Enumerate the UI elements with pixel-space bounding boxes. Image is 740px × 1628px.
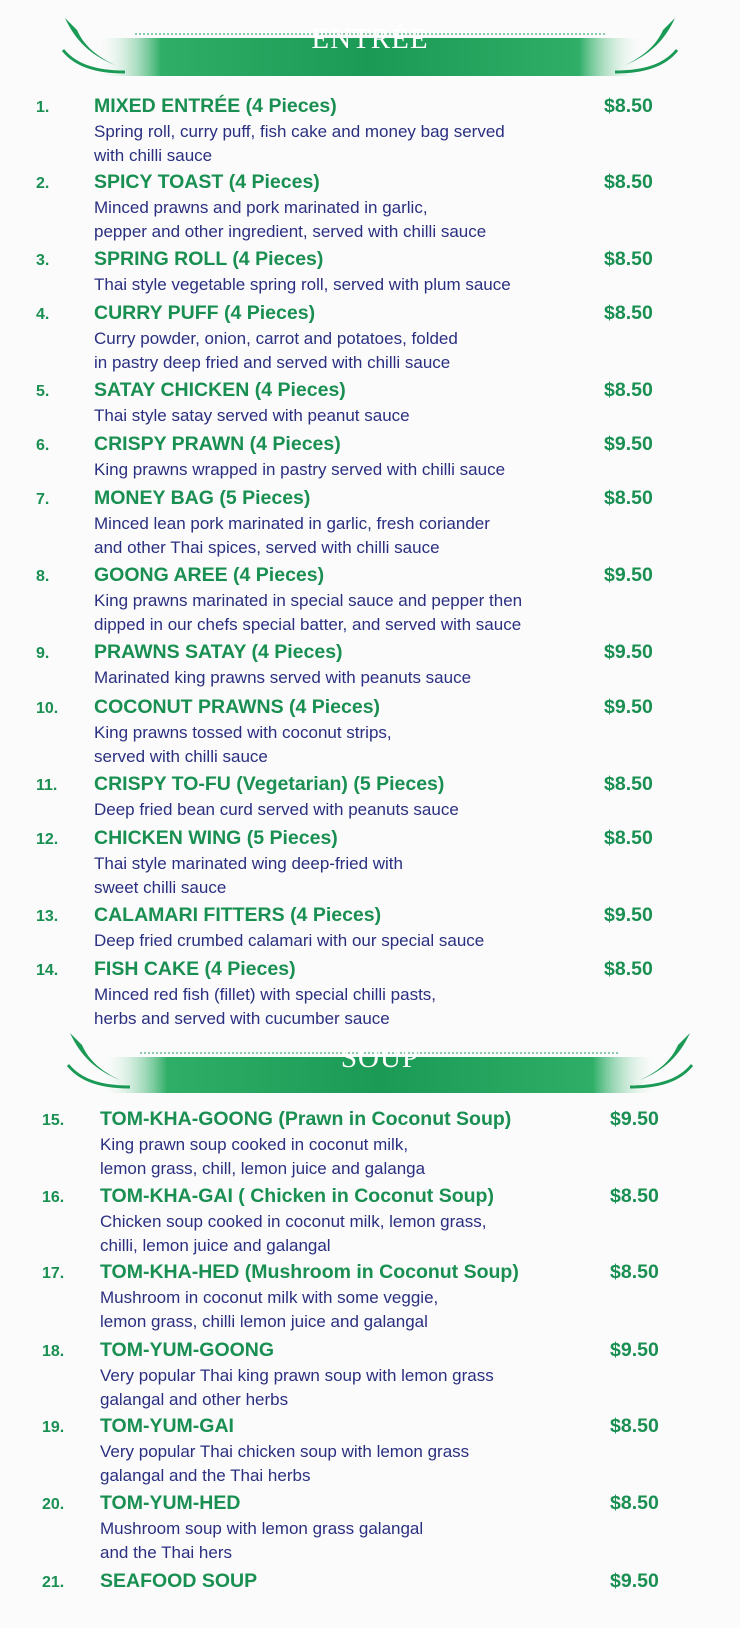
item-description (100, 1364, 600, 1412)
item-description (94, 120, 654, 168)
description-line: Minced lean pork marinated in garlic, fresh coriander (94, 514, 490, 533)
description-line: Thai style vegetable spring roll, served with plum sauce (94, 275, 511, 294)
description-line: and other Thai spices, served with chilli sauce (94, 538, 440, 557)
description-line: and the Thai hers (100, 1543, 232, 1562)
item-price: $9.50 (604, 433, 653, 455)
item-price: $8.50 (610, 1185, 659, 1207)
item-name: CHICKEN WING (5 Pieces) (94, 827, 338, 849)
item-price: $9.50 (604, 696, 653, 718)
description-line: Thai style satay served with peanut sauce (94, 406, 410, 425)
description-line: King prawns wrapped in pastry served with chilli sauce (94, 460, 506, 479)
item-name: SPRING ROLL (4 Pieces) (94, 248, 324, 270)
item-name: TOM-KHA-GOONG (Prawn in Coconut Soup) (100, 1108, 512, 1130)
item-name: SPICY TOAST (4 Pieces) (94, 171, 320, 193)
description-line: Minced red fish (fillet) with special chilli pasts, (94, 985, 437, 1004)
item-name: TOM-YUM-GOONG (100, 1339, 275, 1361)
item-name: COCONUT PRAWNS (4 Pieces) (94, 696, 381, 718)
item-description (94, 196, 654, 244)
item-description (94, 327, 654, 375)
item-number: 3. (36, 252, 50, 269)
item-price: $8.50 (604, 379, 653, 401)
description-line: Mushroom in coconut milk with some veggie, (100, 1288, 439, 1307)
item-price: $8.50 (610, 1492, 659, 1514)
item-price: $8.50 (604, 958, 653, 980)
description-line: in pastry deep fried and served with chilli sauce (94, 353, 451, 372)
item-price: $8.50 (604, 302, 653, 324)
entree-banner (55, 10, 685, 80)
item-description (94, 798, 654, 822)
item-description (94, 929, 654, 953)
description-line: Chicken soup cooked in coconut milk, lemon grass, (100, 1212, 487, 1231)
item-number: 15. (42, 1112, 65, 1129)
item-number: 18. (42, 1343, 65, 1360)
item-price: $9.50 (604, 641, 653, 663)
item-description (100, 1210, 600, 1258)
item-description (94, 852, 654, 900)
item-number: 14. (36, 962, 59, 979)
item-description (100, 1286, 600, 1334)
item-price: $8.50 (610, 1261, 659, 1283)
item-name: PRAWNS SATAY (4 Pieces) (94, 641, 343, 663)
item-number: 13. (36, 908, 59, 925)
item-name: MONEY BAG (5 Pieces) (94, 487, 311, 509)
item-description (94, 721, 654, 769)
item-description (94, 983, 654, 1031)
item-description (94, 512, 654, 560)
description-line: with chilli sauce (94, 146, 213, 165)
item-number: 10. (36, 700, 59, 717)
soup-title: SOUP (340, 1042, 420, 1074)
item-name: TOM-YUM-HED (100, 1492, 241, 1514)
item-number: 20. (42, 1496, 65, 1513)
description-line: King prawns marinated in special sauce and pepper then (94, 591, 523, 610)
item-name: CURRY PUFF (4 Pieces) (94, 302, 316, 324)
item-price: $8.50 (604, 95, 653, 117)
item-name: FISH CAKE (4 Pieces) (94, 958, 296, 980)
item-description (94, 458, 654, 482)
item-number: 7. (36, 491, 50, 508)
item-price: $9.50 (610, 1108, 659, 1130)
item-description (94, 589, 654, 637)
item-price: $8.50 (604, 773, 653, 795)
entree-title: ENTRÉE (311, 23, 429, 55)
item-price: $9.50 (610, 1339, 659, 1361)
item-name: TOM-YUM-GAI (100, 1415, 234, 1437)
description-line: herbs and served with cucumber sauce (94, 1009, 390, 1028)
item-number: 2. (36, 175, 50, 192)
description-line: Deep fried crumbed calamari with our special sauce (94, 931, 485, 950)
description-line: lemon grass, chilli lemon juice and galangal (100, 1312, 428, 1331)
item-name: SATAY CHICKEN (4 Pieces) (94, 379, 346, 401)
item-name: CALAMARI FITTERS (4 Pieces) (94, 904, 382, 926)
item-description (94, 404, 654, 428)
item-number: 4. (36, 306, 50, 323)
item-price: $8.50 (604, 827, 653, 849)
item-description (94, 273, 654, 297)
item-number: 11. (36, 777, 58, 794)
item-number: 9. (36, 645, 50, 662)
item-description (100, 1517, 600, 1565)
description-line: Marinated king prawns served with peanuts sauce (94, 668, 472, 687)
item-description (94, 666, 654, 690)
description-line: sweet chilli sauce (94, 878, 227, 897)
item-number: 17. (42, 1265, 65, 1282)
item-name: MIXED ENTRÉE (4 Pieces) (94, 95, 337, 117)
item-number: 1. (36, 99, 50, 116)
description-line: pepper and other ingredient, served with chilli sauce (94, 222, 487, 241)
item-description (100, 1440, 600, 1488)
description-line: Very popular Thai king prawn soup with lemon grass (100, 1366, 494, 1385)
item-price: $9.50 (604, 904, 653, 926)
item-name: TOM-KHA-HED (Mushroom in Coconut Soup) (100, 1261, 519, 1283)
item-number: 19. (42, 1419, 65, 1436)
description-line: galangal and other herbs (100, 1390, 289, 1409)
item-number: 6. (36, 437, 50, 454)
description-line: Mushroom soup with lemon grass galangal (100, 1519, 424, 1538)
item-name: CRISPY TO-FU (Vegetarian) (5 Pieces) (94, 773, 445, 795)
description-line: Curry powder, onion, carrot and potatoes, folded (94, 329, 458, 348)
description-line: Thai style marinated wing deep-fried with (94, 854, 403, 873)
item-number: 12. (36, 831, 59, 848)
item-price: $8.50 (604, 171, 653, 193)
description-line: lemon grass, chill, lemon juice and galanga (100, 1159, 426, 1178)
item-name: TOM-KHA-GAI ( Chicken in Coconut Soup) (100, 1185, 494, 1207)
item-name: CRISPY PRAWN (4 Pieces) (94, 433, 341, 455)
description-line: dipped in our chefs special batter, and served with sauce (94, 615, 522, 634)
item-price: $9.50 (610, 1570, 659, 1592)
item-price: $8.50 (604, 487, 653, 509)
item-price: $9.50 (604, 564, 653, 586)
description-line: chilli, lemon juice and galangal (100, 1236, 331, 1255)
description-line: Very popular Thai chicken soup with lemon grass (100, 1442, 470, 1461)
description-line: galangal and the Thai herbs (100, 1466, 311, 1485)
item-price: $8.50 (610, 1415, 659, 1437)
item-number: 16. (42, 1189, 65, 1206)
item-number: 21. (42, 1574, 65, 1591)
item-description (100, 1133, 600, 1181)
description-line: Minced prawns and pork marinated in garlic, (94, 198, 428, 217)
description-line: Deep fried bean curd served with peanuts sauce (94, 800, 459, 819)
item-price: $8.50 (604, 248, 653, 270)
item-number: 8. (36, 568, 50, 585)
item-number: 5. (36, 383, 50, 400)
item-name: GOONG AREE (4 Pieces) (94, 564, 325, 586)
description-line: King prawns tossed with coconut strips, (94, 723, 392, 742)
soup-banner (60, 1025, 700, 1095)
description-line: Spring roll, curry puff, fish cake and money bag served (94, 122, 505, 141)
item-name: SEAFOOD SOUP (100, 1570, 258, 1592)
description-line: served with chilli sauce (94, 747, 268, 766)
description-line: King prawn soup cooked in coconut milk, (100, 1135, 409, 1154)
